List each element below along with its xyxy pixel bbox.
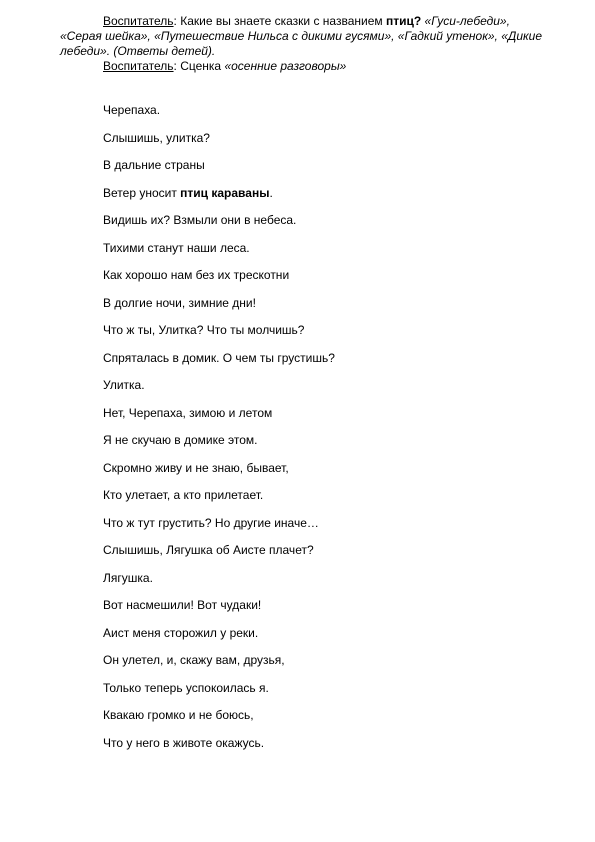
verse-line: Что ж тут грустить? Но другие иначе…: [103, 515, 319, 530]
scene-text: : Сценка: [173, 59, 225, 73]
verse-line: Только теперь успокоилась я.: [103, 680, 269, 695]
verse-line: Квакаю громко и не боюсь,: [103, 708, 254, 722]
verse-line: Спряталась в домик. О чем ты грустишь?: [103, 350, 335, 365]
verse-line-text: Ветер уносит: [103, 185, 181, 200]
verse-line-bold: птиц караваны: [180, 185, 270, 200]
verse-line: Нет, Черепаха, зимою и летом: [103, 405, 273, 420]
verse-line-tail: .: [269, 185, 273, 200]
verse-list: [103, 103, 543, 763]
question-speaker: Воспитатель: [103, 14, 174, 28]
question-bold: птиц?: [385, 14, 422, 28]
verse-line: Тихими станут наши леса.: [103, 240, 250, 255]
verse-line: [103, 186, 543, 214]
verse-line: Слышишь, улитка?: [103, 130, 210, 145]
verse-line: Черепаха.: [103, 103, 161, 117]
verse-line: Я не скучаю в домике этом.: [103, 433, 258, 447]
verse-line: Он улетел, и, скажу вам, друзья,: [103, 653, 285, 667]
verse-line: Видишь их? Взмыли они в небеса.: [103, 213, 297, 227]
verse-line: Что у него в животе окажусь.: [103, 735, 265, 750]
verse-line: Скромно живу и не знаю, бывает,: [103, 460, 289, 475]
verse-line: Что ж ты, Улитка? Что ты молчишь?: [103, 323, 305, 337]
fairy-tale-answers: «Гуси-лебеди», «Серая шейка», «Путешествие Нильса с дикими гусями», «Гадкий утенок», «Дикие лебеди». (Ответы детей).: [60, 14, 543, 58]
scene-paragraph: [60, 59, 550, 74]
verse-line: Слышишь, Лягушка об Аисте плачет?: [103, 543, 314, 557]
question-text: : Какие вы знаете сказки с названием: [173, 14, 386, 28]
scene-speaker: Воспитатель: [103, 59, 174, 73]
verse-line: Улитка.: [103, 378, 145, 392]
verse-line: Кто улетает, а кто прилетает.: [103, 488, 264, 502]
verse-line: В долгие ночи, зимние дни!: [103, 295, 256, 310]
verse-line: Вот насмешили! Вот чудаки!: [103, 598, 262, 612]
scene-title: «осенние разговоры»: [224, 59, 347, 73]
intro-block: [60, 14, 550, 74]
question-paragraph: [60, 14, 550, 59]
verse-line: Лягушка.: [103, 570, 153, 585]
verse-line: В дальние страны: [103, 158, 205, 172]
verse-line: Аист меня сторожил у реки.: [103, 625, 259, 640]
verse-line: Как хорошо нам без их трескотни: [103, 268, 290, 282]
